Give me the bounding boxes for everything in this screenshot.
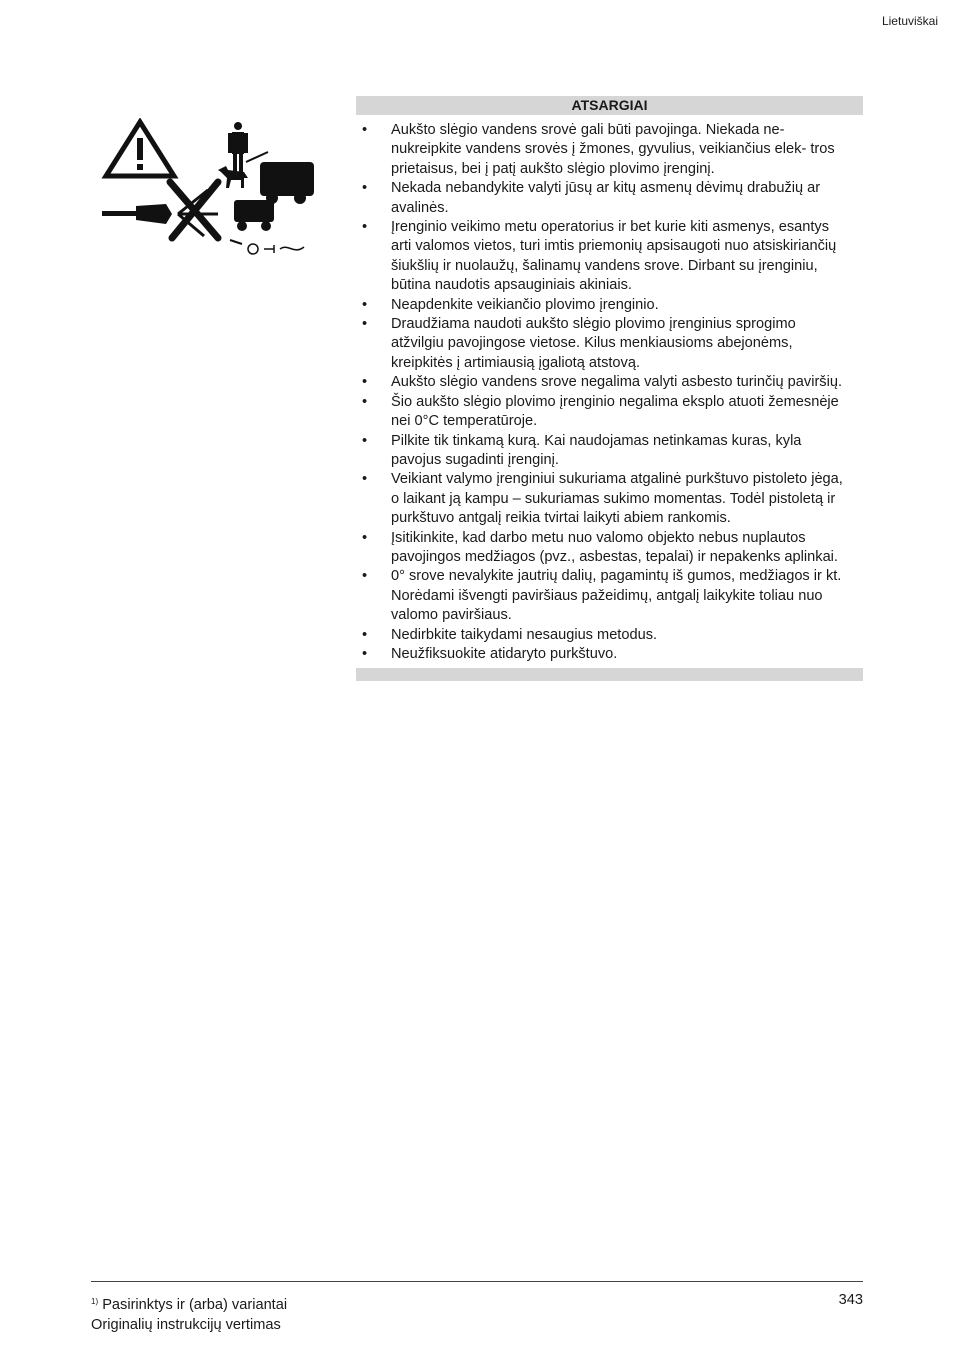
warning-triangle-icon (106, 122, 174, 176)
list-item: • Aukšto slėgio vandens srove negalima valyti asbesto turinčių paviršių. (362, 374, 843, 391)
warning-box (356, 96, 863, 681)
language-label: Lietuviškai (881, 14, 938, 28)
spray-gun-icon (102, 204, 172, 224)
list-item: • Įrenginio veikimo metu operatorius ir bet kurie kiti asmenys, esantys arti valomos vietos, turi imtis priemonių apsisaugoti nuo atsiskiriančių šiukšlių ir nuolaužų, šalinamų vandens srove. Dirbant su įrenginiu, būtina naudotis apsauginiais akiniais. (362, 219, 837, 294)
footer-divider (91, 1281, 863, 1282)
list-item: • Draudžiama naudoti aukšto slėgio plovimo įrenginius sprogimo atžvilgiu pavojingose vietose. Kilus menkiausioms abejonėms, kreipkitės į artimiausią įgaliotą atstovą. (362, 316, 796, 371)
translation-note: Originalių instrukcijų vertimas (91, 1317, 281, 1333)
list-item: • Aukšto slėgio vandens srovė gali būti pavojinga. Niekada ne- nukreipkite vandens srovės į žmones, gyvulius, veikiančius elek- tros prietaisus, bei į patį aukšto slėgio plovimo įrenginį. (362, 122, 835, 177)
list-item: • Neužfiksuokite atidaryto purkštuvo. (362, 645, 618, 662)
list-item: • Neapdenkite veikiančio plovimo įrenginio. (362, 296, 659, 313)
power-plug-icon (248, 244, 304, 254)
safety-warning-pictogram (100, 118, 318, 264)
footer-notes (91, 1292, 287, 1335)
list-item: • Įsitikinkite, kad darbo metu nuo valomo objekto nebus nuplautos pavojingos medžiagos (pvz., asbestas, tepalai) ir nepakenks aplinkai. (362, 529, 838, 565)
footnote-mark: 1) (91, 1297, 99, 1306)
list-item: • Veikiant valymo įrenginiui sukuriama atgalinė purkštuvo pistoleto jėga, o laikant ją kampu – sukuriamas sukimo momentas. Todėl pistoletą ir purkštuvo antgalį reikia tvirtai laikyti abiem rankomis. (362, 471, 843, 527)
page-number: 343 (838, 1292, 863, 1308)
prohibited-x-icon (170, 182, 218, 238)
list-item: • Nedirbkite taikydami nesaugius metodus. (362, 626, 658, 643)
appliance-icon (260, 162, 314, 204)
warning-list (356, 121, 863, 664)
list-item: • Šio aukšto slėgio plovimo įrenginio negalima eksplo atuoti žemesnėje nei 0°C temperatūroje. (362, 393, 839, 430)
warning-box-footer-bar (356, 668, 863, 681)
person-icon (228, 122, 248, 176)
list-item: • Pilkite tik tinkamą kurą. Kai naudojamas netinkamas kuras, kyla pavojus sugadinti įrenginį. (362, 432, 802, 468)
list-item: • Nekada nebandykite valyti jūsų ar kitų asmenų dėvimų drabužių ar avalinės. (362, 180, 821, 216)
footnote: $^{1)}$ Pasirinktys ir (arba) variantai (91, 1297, 288, 1313)
warning-title: ATSARGIAI (356, 96, 863, 115)
pressure-washer-icon (234, 200, 274, 231)
list-item: • 0° srove nevalykite jautrių dalių, pagamintų iš gumos, medžiagos ir kt. Norėdami išvengti paviršiaus pažeidimų, antgalį laikykite toliau nuo valomo paviršiaus. (362, 568, 842, 624)
